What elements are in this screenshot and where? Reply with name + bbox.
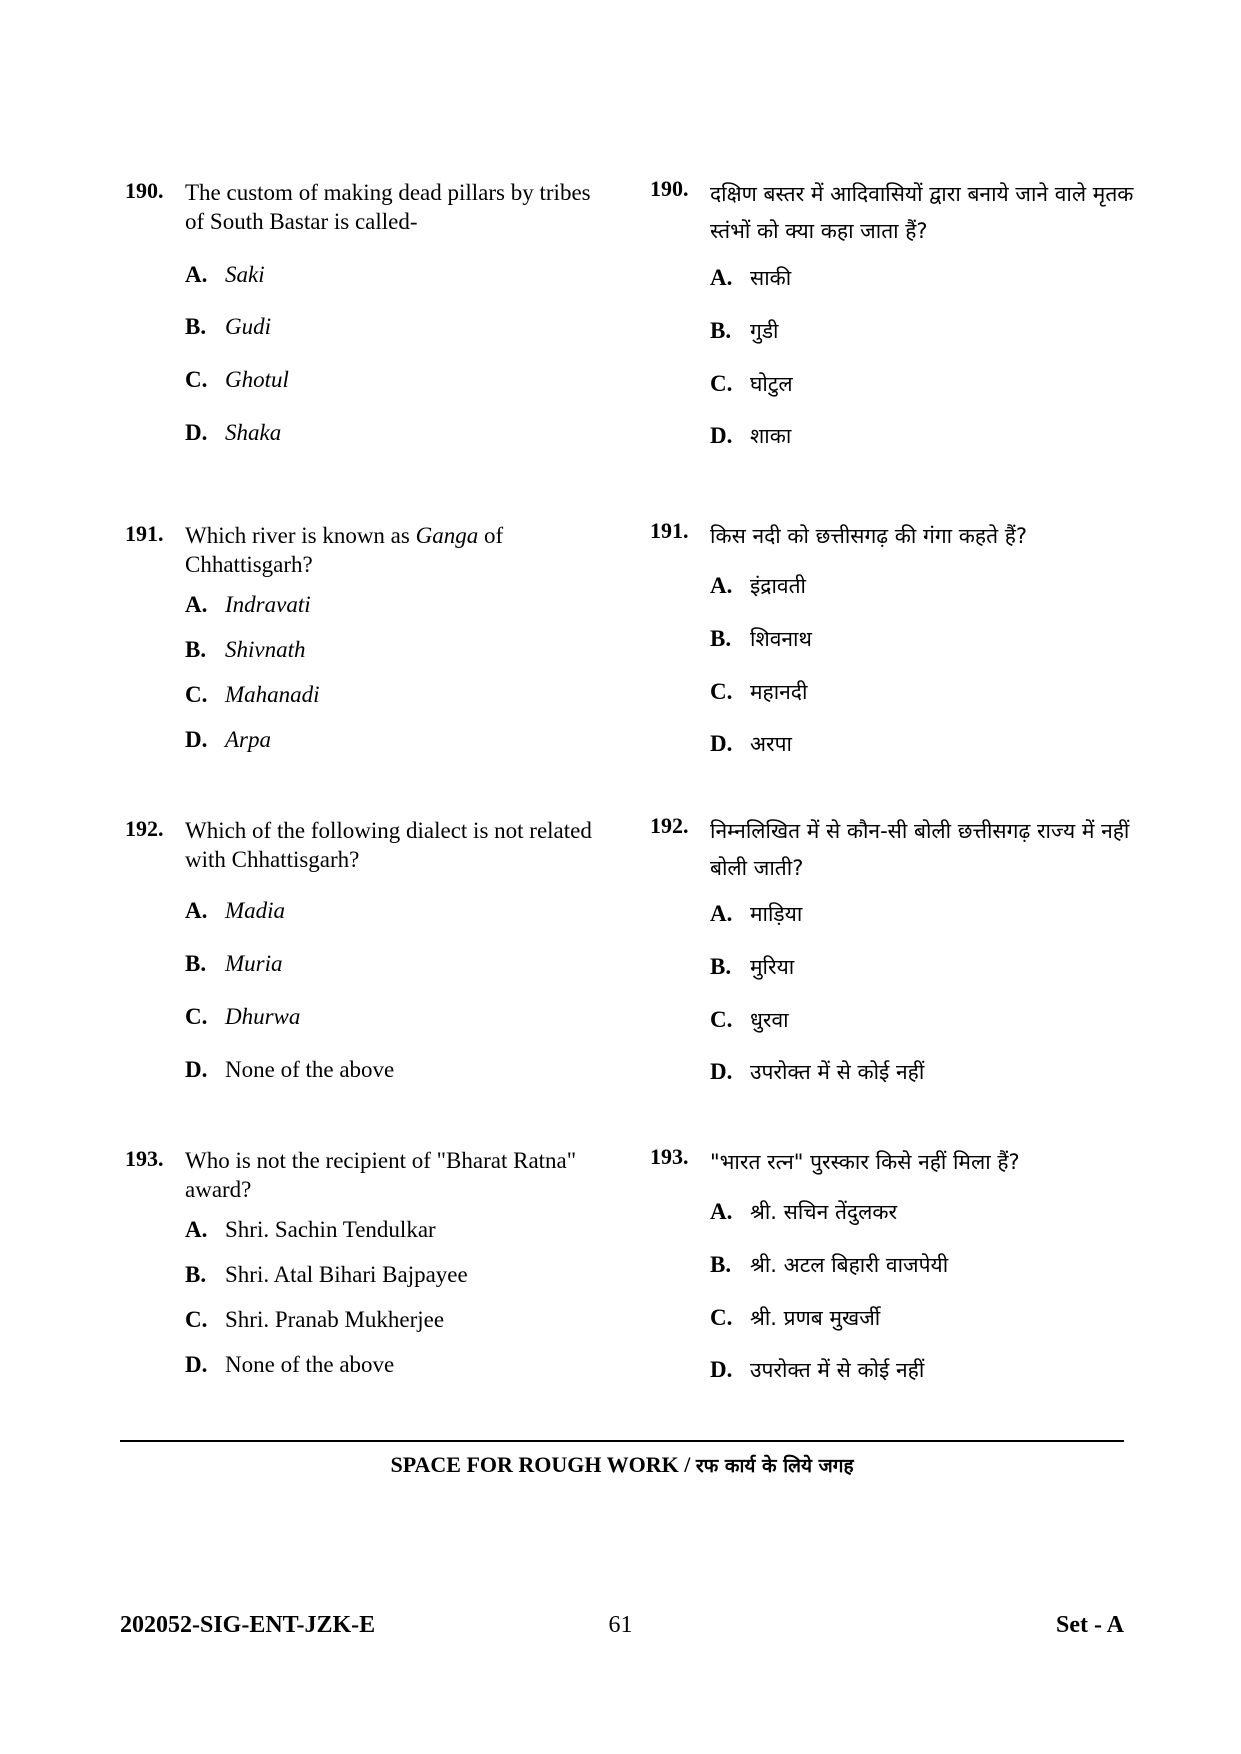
option-b: B. श्री. अटल बिहारी वाजपेयी: [710, 1252, 949, 1277]
option-a: A. माड़िया: [710, 901, 803, 926]
option-d: D. उपरोक्त में से कोई नहीं: [710, 1059, 925, 1084]
option-c: C. Dhurwa: [185, 1004, 301, 1029]
option-b: B. मुरिया: [710, 954, 795, 979]
rough-work-heading: SPACE FOR ROUGH WORK / रफ कार्य के लिये जगह: [390, 1452, 854, 1477]
question-text: Which of the following dialect is not related with Chhattisgarh?: [185, 818, 592, 872]
option-c: C. धुरवा: [710, 1007, 789, 1032]
option-b: B. Shri. Atal Bihari Bajpayee: [185, 1262, 468, 1287]
option-d: D. None of the above: [185, 1352, 395, 1377]
question-text: निम्नलिखित में से कौन-सी बोली छत्तीसगढ़ राज्य में नहीं बोली जाती?: [710, 819, 1130, 880]
option-b: B. Shivnath: [185, 637, 306, 662]
question-text: किस नदी को छत्तीसगढ़ की गंगा कहते हैं?: [710, 524, 1028, 548]
option-b: B. गुडी: [710, 318, 779, 343]
option-b: B. शिवनाथ: [710, 626, 812, 651]
option-c: C. Ghotul: [185, 367, 289, 392]
question-number: 190.: [650, 176, 689, 201]
question-number: 192.: [125, 816, 164, 841]
set-label: Set - A: [1056, 1612, 1124, 1638]
question-number: 193.: [125, 1146, 164, 1171]
option-c: C. महानदी: [710, 679, 808, 704]
divider: [120, 1440, 1124, 1442]
question-text: Who is not the recipient of "Bharat Ratna" award?: [185, 1148, 577, 1202]
option-d: D. Arpa: [185, 727, 271, 752]
option-d: D. None of the above: [185, 1057, 395, 1082]
option-b: B. Muria: [185, 951, 283, 976]
question-text: The custom of making dead pillars by tribes of South Bastar is called-: [185, 180, 591, 234]
question-text: Which river is known as Ganga of Chhattisgarh?: [185, 523, 504, 577]
option-c: C. Mahanadi: [185, 682, 320, 707]
option-c: C. Shri. Pranab Mukherjee: [185, 1307, 445, 1332]
page-number: 61: [608, 1612, 633, 1638]
option-c: C. घोटुल: [710, 371, 793, 396]
question-number: 191.: [125, 521, 164, 546]
option-d: D. उपरोक्त में से कोई नहीं: [710, 1357, 925, 1382]
option-a: A. इंद्रावती: [710, 573, 806, 598]
option-a: A. साकी: [710, 265, 792, 290]
question-text: "भारत रत्न" पुरस्कार किसे नहीं मिला हैं?: [710, 1150, 1020, 1174]
paper-code: 202052-SIG-ENT-JZK-E: [120, 1612, 376, 1638]
question-number: 190.: [125, 178, 164, 203]
option-d: D. शाका: [710, 423, 792, 448]
option-a: A. Saki: [185, 262, 265, 287]
option-a: A. Madia: [185, 898, 286, 923]
option-c: C. श्री. प्रणब मुखर्जी: [710, 1305, 881, 1330]
option-b: B. Gudi: [185, 314, 271, 339]
question-text: दक्षिण बस्तर में आदिवासियों द्वारा बनाये जाने वाले मृतक स्तंभों को क्या कहा जाता हैं?: [710, 182, 1134, 243]
option-a: A. Shri. Sachin Tendulkar: [185, 1217, 436, 1242]
option-d: D. अरपा: [710, 731, 792, 756]
question-number: 192.: [650, 813, 689, 838]
question-number: 191.: [650, 518, 689, 543]
option-a: A. श्री. सचिन तेंदुलकर: [710, 1199, 898, 1224]
option-d: D. Shaka: [185, 420, 282, 445]
option-a: A. Indravati: [185, 592, 311, 617]
question-number: 193.: [650, 1144, 689, 1169]
